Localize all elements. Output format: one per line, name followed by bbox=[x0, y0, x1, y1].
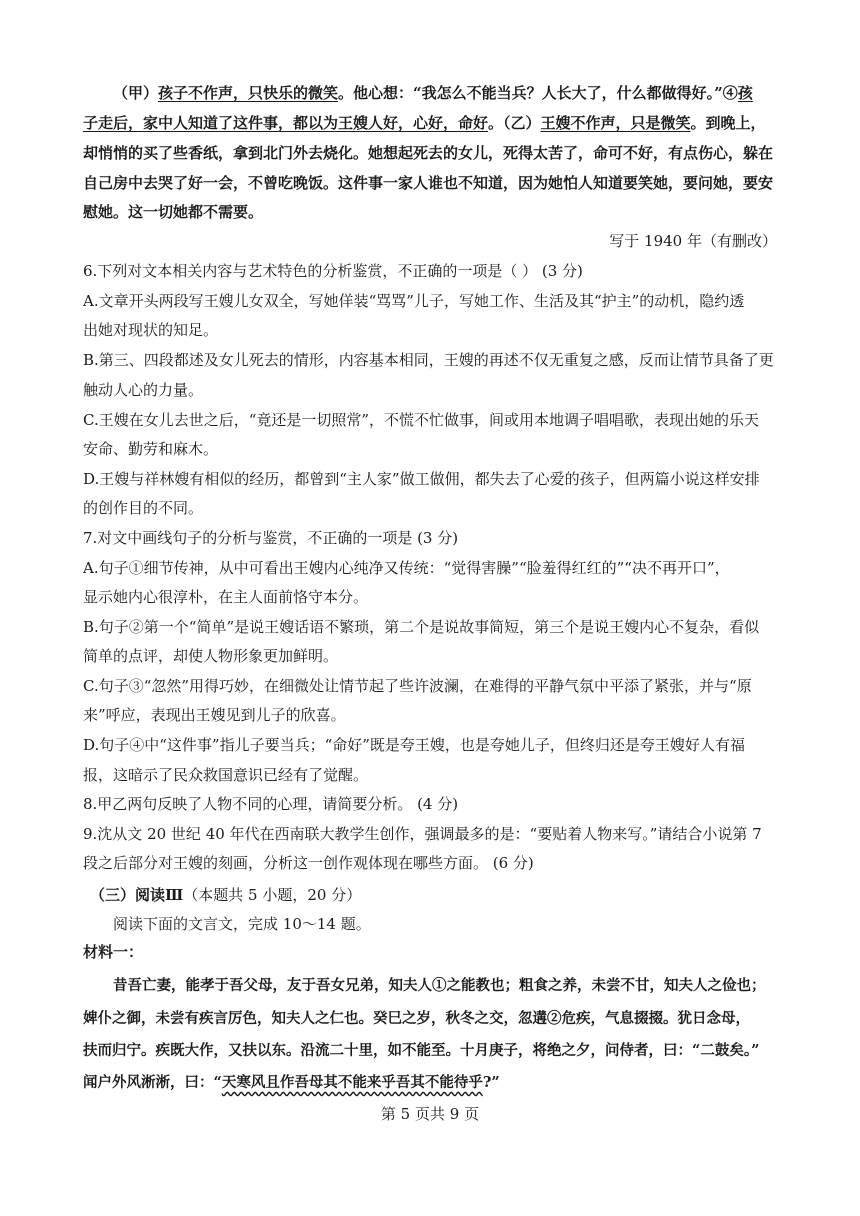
question-9: 9.沈从文 20 世纪 40 年代在西南联大教学生创作，强调最多的是：“要贴着人物来写。”请结合小说第 7 bbox=[83, 825, 762, 843]
wavy-underlined-sentence: 天寒风且作吾母其不能来乎吾其不能待乎 bbox=[221, 1074, 483, 1091]
passage-line-3: 却悄悄的买了些香纸，拿到北门外去烧化。她想起死去的女儿，死得太苦了，命可不好，有点伤心，躲在 bbox=[83, 144, 774, 162]
question-8: 8.甲乙两句反映了人物不同的心理，请简要分析。 (4 分) bbox=[83, 795, 459, 813]
question-6-option-b-cont: 触动人心的力量。 bbox=[83, 381, 204, 399]
classical-line-2: 婢仆之御，未尝有疾言厉色，知夫人之仁也。癸巳之岁，秋冬之交，忽遘②危疾，气息掇掇。犹日念母， bbox=[83, 1010, 750, 1027]
question-6-option-d: D.王嫂与祥林嫂有相似的经历，都曾到“主人家”做工做佣，都失去了心爱的孩子，但两篇小说这样安排 bbox=[83, 470, 760, 488]
question-7-option-b-cont: 简单的点评，却使人物形象更加鲜明。 bbox=[83, 647, 339, 665]
question-6-option-a-cont: 出她对现状的知足。 bbox=[83, 321, 219, 339]
question-7-option-c: C.句子③“忽然”用得巧妙，在细微处让情节起了些许波澜，在难得的平静气氛中平添了紧张，并与“原 bbox=[83, 677, 752, 695]
question-6-option-b: B.第三、四段都述及女儿死去的情形，内容基本相同，王嫂的再述不仅无重复之感，反而让情节具备了更 bbox=[83, 351, 774, 369]
question-6-option-c-cont: 安命、勤劳和麻木。 bbox=[83, 440, 219, 458]
question-7-option-a: A.句子①细节传神，从中可看出王嫂内心纯净又传统：“觉得害臊”“脸羞得红红的”“决不再开口”， bbox=[83, 559, 730, 577]
question-7-option-d: D.句子④中“这件事”指儿子要当兵；“命好”既是夸王嫂，也是夸她儿子，但终归还是夸王嫂好人有福 bbox=[83, 736, 745, 754]
question-7-option-d-cont: 报，这暗示了民众救国意识已经有了觉醒。 bbox=[83, 766, 369, 784]
question-7-option-a-cont: 显示她内心很淳朴，在主人面前恪守本分。 bbox=[83, 588, 369, 606]
question-7-option-c-cont: 来”呼应，表现出王嫂见到儿子的欣喜。 bbox=[83, 706, 346, 724]
underlined-sentence-yi: 王嫂不作声，只是微笑 bbox=[540, 114, 691, 132]
classical-line-1: 昔吾亡妻，能孝于吾父母，友于吾女兄弟，知夫人①之能教也；粗食之养，未尝不甘，知夫人之俭也； bbox=[113, 977, 766, 994]
question-6-option-d-cont: 的创作目的不同。 bbox=[83, 499, 204, 517]
page-footer: 第 5 页共 9 页 bbox=[380, 1105, 480, 1123]
passage-line-4: 自己房中去哭了好一会，不曾吃晚饭。这件事一家人谁也不知道，因为她怕人知道要笑她，要问她，要安 bbox=[83, 174, 774, 192]
passage-line-1: （甲）孩子不作声，只快乐的微笑。他心想：“我怎么不能当兵？人长大了，什么都做得好。”④孩 bbox=[113, 84, 753, 102]
question-6-option-c: C.王嫂在女儿去世之后，“竟还是一切照常”，不慌不忙做事，间或用本地调子唱唱歌，表现出她的乐天 bbox=[83, 411, 760, 429]
question-9-cont: 段之后部分对王嫂的刻画，分析这一创作观体现在哪些方面。 (6 分) bbox=[83, 854, 534, 872]
classical-line-4: 闻户外风淅淅，曰：“天寒风且作吾母其不能来乎吾其不能待乎?” bbox=[83, 1074, 500, 1091]
section-3-instruction: 阅读下面的文言文，完成 10～14 题。 bbox=[113, 915, 371, 933]
question-6-stem: 6.下列对文本相关内容与艺术特色的分析鉴赏，不正确的一项是（ ） (3 分) bbox=[83, 262, 583, 280]
underlined-sentence-jia: 孩子不作声，只快乐的微笑 bbox=[158, 84, 339, 102]
section-3-heading: （三）阅读Ⅲ（本题共 5 小题，20 分） bbox=[90, 886, 362, 904]
passage-line-2: 子走后，家中人知道了这件事，都以为王嫂人好，心好，命好。（乙）王嫂不作声，只是微笑。到晚上， bbox=[83, 114, 766, 132]
classical-line-3: 扶而归宁。疾既大作，又扶以东。沿流二十里，如不能至。十月庚子，将绝之夕，问侍者，曰：“二鼓矣。” bbox=[83, 1042, 760, 1059]
underlined-sentence-4: 子走后，家中人知道了这件事，都以为王嫂人好，心好，命好 bbox=[83, 114, 489, 132]
question-7-stem: 7.对文中画线句子的分析与鉴赏，不正确的一项是 (3 分) bbox=[83, 529, 459, 547]
question-7-option-b: B.句子②第一个“简单”是说王嫂话语不繁琐，第二个是说故事简短，第三个是说王嫂内心不复杂，看似 bbox=[83, 618, 760, 636]
passage-line-5: 慰她。这一切她都不需要。 bbox=[83, 203, 264, 221]
material-one-label: 材料一： bbox=[83, 943, 144, 961]
question-6-option-a: A.文章开头两段写王嫂儿女双全，写她佯装“骂骂”儿子，写她工作、生活及其“护主”的动机，隐约透 bbox=[83, 292, 745, 310]
passage-signature: 写于 1940 年（有删改） bbox=[609, 232, 777, 250]
underlined-sentence-4-start: 孩 bbox=[737, 84, 753, 102]
